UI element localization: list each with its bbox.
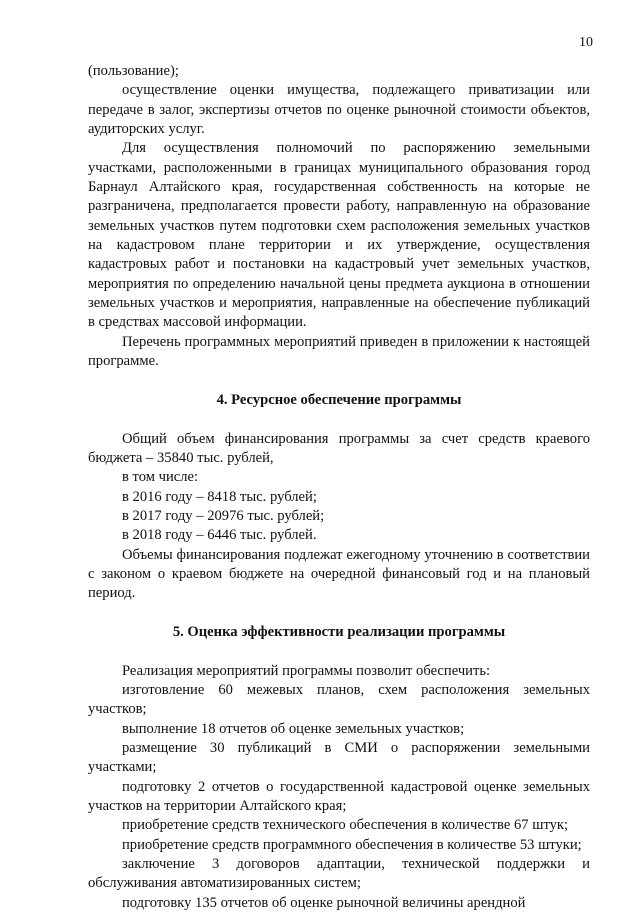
- spacer: [88, 642, 590, 661]
- section-heading: 4. Ресурсное обеспечение программы: [216, 391, 462, 408]
- paragraph: Общий объем финансирования программы за счет средств краевого бюджета – 35840 тыс. рублей,: [88, 430, 590, 466]
- paragraph: Для осуществления полномочий по распоряжению земельными участками, расположенными в границах муниципального образования город Барнаул Алтайского края, государственная собственность на которые не разграничена, предполагается провести работу, направленную на образование земельных участков путем подготовки схем расположения земельных участков на кадастровом плане территории и их утверждение, осуществления кадастровых работ и постановки на кадастровый учет земельных участков, мероприятия по определению начальной цены предмета аукциона в отношении земельных участков и мероприятия, направленные на обеспечение публикаций в средствах массовой информации.: [88, 140, 590, 331]
- paragraph: (пользование);: [88, 63, 179, 79]
- paragraph: в том числе:: [122, 469, 199, 486]
- paragraph: выполнение 18 отчетов об оценке земельных участков;: [122, 720, 465, 737]
- paragraph: изготовление 60 межевых планов, схем расположения земельных участков;: [88, 682, 590, 718]
- spacer: [88, 604, 590, 623]
- document-body: [88, 62, 590, 913]
- paragraph: размещение 30 публикаций в СМИ о распоряжении земельными участками;: [88, 740, 590, 776]
- paragraph: в 2018 году – 6446 тыс. рублей.: [122, 527, 317, 544]
- paragraph: Реализация мероприятий программы позволит обеспечить:: [122, 662, 491, 679]
- paragraph: приобретение средств программного обеспечения в количестве 53 штуки;: [122, 836, 582, 853]
- paragraph: подготовку 2 отчетов о государственной кадастровой оценке земельных участков на территории Алтайского края;: [88, 778, 590, 815]
- paragraph: Перечень программных мероприятий приведен в приложении к настоящей программе.: [88, 333, 590, 370]
- paragraph: в 2016 году – 8418 тыс. рублей;: [122, 488, 317, 505]
- paragraph: подготовку 135 отчетов об оценке рыночной величины арендной: [122, 894, 526, 911]
- paragraph: осуществление оценки имущества, подлежащего приватизации или передаче в залог, экспертизы отчетов по оценке рыночной стоимости объектов, аудиторских услуг.: [88, 82, 590, 138]
- paragraph: заключение 3 договоров адаптации, технической поддержки и обслуживания автоматизированных систем;: [88, 856, 590, 892]
- page-number: 10: [579, 35, 593, 50]
- paragraph: Объемы финансирования подлежат ежегодному уточнению в соответствии с законом о краевом бюджете на очередной финансовый год и на плановый период.: [88, 546, 590, 602]
- section-heading: 5. Оценка эффективности реализации программы: [172, 623, 506, 640]
- paragraph: в 2017 году – 20976 тыс. рублей;: [122, 507, 325, 524]
- spacer: [88, 372, 590, 391]
- spacer: [88, 410, 590, 429]
- paragraph: приобретение средств технического обеспечения в количестве 67 штук;: [122, 817, 569, 834]
